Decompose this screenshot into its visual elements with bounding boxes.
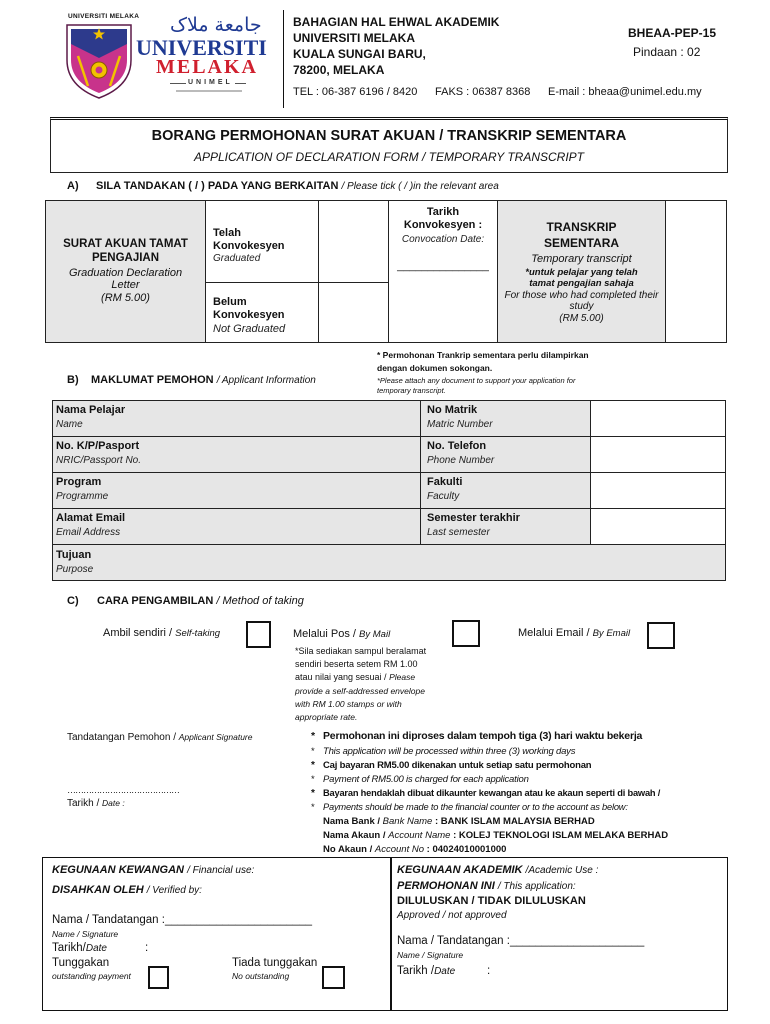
- not-graduated-label-en: Not Graduated: [213, 323, 286, 335]
- telephone: TEL : 06-387 6196 / 8420: [293, 86, 418, 98]
- not-graduated-tick-box[interactable]: [318, 282, 389, 343]
- verified-by-heading: [52, 885, 202, 896]
- self-taking-option: [103, 628, 220, 639]
- mail-note-line-3: [295, 673, 415, 682]
- logo-tagline: [176, 90, 242, 92]
- section-c-heading-ms: CARA PENGAMBILAN: [97, 595, 214, 607]
- account-name-label-en: Account Name: [388, 830, 451, 841]
- mail-note-line-6: appropriate rate.: [295, 712, 358, 722]
- finance-date-colon: :: [145, 942, 149, 954]
- faculty-label-cell: [420, 472, 591, 509]
- matric-number-label-cell: [420, 400, 591, 437]
- approval-options[interactable]: DILULUSKAN / TIDAK DILULUSKAN: [397, 895, 586, 907]
- payment-note: Bayaran hendaklah dibuat dikaunter kewangan atau ke akaun seperti di bawah /: [323, 788, 661, 798]
- mail-note-line-3-en: Please: [389, 672, 416, 682]
- matric-number-field[interactable]: [590, 400, 726, 437]
- mail-note-line-2: sendiri beserta setem RM 1.00: [295, 659, 418, 669]
- applicant-signature-label: [67, 733, 252, 743]
- office-use-divider: [390, 857, 392, 1011]
- graduated-tick-box[interactable]: [318, 200, 389, 283]
- section-c-heading: [97, 596, 304, 607]
- by-email-label-en: By Email: [592, 628, 631, 639]
- by-email-option: [518, 628, 630, 639]
- convocation-date-cell[interactable]: [388, 200, 498, 343]
- finance-use-heading-en: / Financial use:: [187, 865, 255, 876]
- faculty-label-en: Faculty: [427, 491, 460, 502]
- application-heading-en: / This application:: [497, 881, 576, 892]
- section-a-marker: A): [67, 180, 79, 192]
- section-c-heading-en: / Method of taking: [216, 595, 304, 607]
- self-taking-checkbox[interactable]: [246, 621, 271, 648]
- finance-use-heading-ms: KEGUNAAN KEWANGAN: [52, 864, 184, 876]
- verified-by-en: / Verified by:: [146, 885, 202, 896]
- finance-date-label: [52, 943, 107, 955]
- transcript-title-en: Temporary transcript: [531, 253, 632, 266]
- processing-time-note: Permohonan ini diproses dalam tempoh tiga (3) hari waktu bekerja: [323, 730, 643, 742]
- address-line-2: 78200, MELAKA: [293, 63, 385, 77]
- declaration-price: (RM 5.00): [101, 292, 150, 305]
- finance-date-label-en: Date: [85, 943, 107, 954]
- no-outstanding-label: Tiada tunggakan: [232, 957, 318, 969]
- applicant-date-label-en: Date :: [102, 798, 125, 808]
- outstanding-label-en: outstanding payment: [52, 971, 131, 981]
- attachment-note-line-2: dengan dokumen sokongan.: [377, 363, 493, 373]
- last-semester-label-cell: [420, 508, 591, 545]
- student-name-label-en: Name: [56, 419, 83, 430]
- declaration-letter-cell: [45, 200, 206, 343]
- outstanding-label: Tunggakan: [52, 957, 110, 969]
- last-semester-field[interactable]: [590, 508, 726, 545]
- university-crest-icon: [64, 22, 134, 100]
- convocation-date-label-en: Convocation Date:: [401, 234, 485, 245]
- by-mail-label: Melalui Pos /: [293, 628, 356, 640]
- attachment-note-line-1: * Permohonan Trankrip sementara perlu dilampirkan: [377, 350, 589, 360]
- logo-abbr-text: UNIMEL: [188, 79, 233, 86]
- academic-name-signature-en: Name / Signature: [397, 950, 464, 960]
- payment-note-en: Payments should be made to the financial counter or to the account as below:: [323, 802, 628, 812]
- finance-name-signature-en: Name / Signature: [52, 929, 119, 939]
- account-name-value: : KOLEJ TEKNOLOGI ISLAM MELAKA BERHAD: [453, 830, 669, 841]
- charge-note: Caj bayaran RM5.00 dikenakan untuk setiap satu permohonan: [323, 760, 592, 771]
- by-mail-label-en: By Mail: [359, 629, 391, 640]
- nric-passport-field[interactable]: [52, 436, 421, 473]
- purpose-field[interactable]: [52, 544, 726, 581]
- by-mail-checkbox[interactable]: [452, 620, 480, 647]
- convocation-date-blank: _______________: [397, 260, 489, 272]
- phone-number-field[interactable]: [590, 436, 726, 473]
- applicant-date-label-ms: Tarikh /: [67, 798, 100, 809]
- account-number-value: : 04024010001000: [426, 844, 507, 855]
- academic-date-label-ms: Tarikh /: [397, 965, 435, 977]
- by-mail-option: [293, 629, 390, 640]
- form-title: BORANG PERMOHONAN SURAT AKUAN / TRANSKRIP SEMENTARA: [151, 128, 627, 144]
- bank-name-value: : BANK ISLAM MALAYSIA BERHAD: [434, 816, 595, 827]
- programme-field[interactable]: [52, 472, 421, 509]
- not-graduated-cell: [205, 282, 319, 343]
- email-address-label-en: Email Address: [56, 527, 121, 538]
- academic-use-heading-en: /Academic Use :: [525, 865, 599, 876]
- programme-label: Program: [56, 476, 102, 488]
- logo-melaka-text: MELAKA: [156, 56, 258, 78]
- academic-date-label: [397, 966, 455, 978]
- no-outstanding-label-en: No outstanding: [232, 971, 290, 981]
- no-outstanding-checkbox[interactable]: [322, 966, 345, 989]
- header-divider: [283, 10, 284, 108]
- form-code: BHEAA-PEP-15: [628, 26, 717, 40]
- section-a-heading-en: / Please tick ( / )in the relevant area: [341, 181, 499, 192]
- graduated-cell: [205, 200, 319, 283]
- section-b-heading: [91, 375, 316, 386]
- address-line-1: KUALA SUNGAI BARU,: [293, 47, 426, 61]
- note-bullet-1: *: [311, 730, 316, 742]
- declaration-title-en: Graduation Declaration Letter: [68, 266, 183, 292]
- processing-time-note-en: This application will be processed within three (3) working days: [323, 746, 576, 757]
- outstanding-checkbox[interactable]: [148, 966, 169, 989]
- attachment-note-en-line-2: temporary transcript.: [377, 386, 446, 395]
- fax: FAKS : 06387 8368: [435, 86, 531, 98]
- transcript-tick-box[interactable]: [665, 200, 727, 343]
- phone-number-label-en: Phone Number: [427, 455, 495, 466]
- revision: Pindaan : 02: [633, 45, 701, 59]
- academic-use-heading-ms: KEGUNAAN AKADEMIK: [397, 864, 523, 876]
- application-decision-heading: [397, 881, 576, 892]
- account-name-line: [323, 831, 668, 841]
- applicant-date-label: [67, 799, 125, 809]
- student-name-field[interactable]: [52, 400, 421, 437]
- email-address-field[interactable]: [52, 508, 421, 545]
- last-semester-label: Semester terakhir: [427, 512, 520, 524]
- academic-use-heading: [397, 865, 598, 876]
- form-subtitle: APPLICATION OF DECLARATION FORM / TEMPORARY TRANSCRIPT: [193, 150, 585, 164]
- account-number-line: [323, 845, 506, 855]
- mail-note-line-3-ms: atau nilai yang sesuai /: [295, 672, 387, 682]
- section-b-heading-en: / Applicant Information: [216, 375, 316, 386]
- convocation-date-label: Tarikh Konvokesyen :: [403, 206, 483, 232]
- account-name-label: Nama Akaun /: [323, 830, 386, 841]
- applicant-signature-line[interactable]: ……………………………………: [67, 785, 179, 795]
- logo-top-text: UNIVERSITI MELAKA: [68, 13, 140, 20]
- by-email-label: Melalui Email /: [518, 627, 590, 639]
- note-bullet-3: *: [311, 760, 315, 771]
- transcript-price: (RM 5.00): [559, 312, 604, 324]
- student-name-label: Nama Pelajar: [56, 404, 126, 416]
- section-b-marker: B): [67, 374, 79, 386]
- section-a-heading: [96, 181, 499, 192]
- last-semester-label-en: Last semester: [427, 527, 490, 538]
- mail-note-line-4: provide a self-addressed envelope: [295, 686, 425, 696]
- declaration-title: SURAT AKUAN TAMAT PENGAJIAN: [63, 238, 188, 264]
- self-taking-label: Ambil sendiri /: [103, 627, 173, 639]
- department-name: BAHAGIAN HAL EHWAL AKADEMIK: [293, 15, 500, 29]
- bank-name-line: [323, 817, 595, 827]
- account-number-label-en: Account No: [374, 844, 425, 855]
- university-name: UNIVERSITI MELAKA: [293, 31, 416, 45]
- phone-number-label-cell: [420, 436, 591, 473]
- email-address: E-mail : bheaa@unimel.edu.my: [548, 86, 702, 98]
- section-c-marker: C): [67, 595, 79, 607]
- note-bullet-5: *: [311, 788, 315, 799]
- academic-name-signature-line[interactable]: Nama / Tandatangan :_____________________: [397, 935, 645, 947]
- section-a-heading-ms: SILA TANDAKAN ( / ) PADA YANG BERKAITAN: [96, 180, 339, 192]
- purpose-label-en: Purpose: [56, 564, 94, 575]
- application-heading-ms: PERMOHONAN INI: [397, 880, 495, 892]
- charge-note-en: Payment of RM5.00 is charged for each application: [323, 774, 529, 785]
- academic-date-colon: :: [487, 965, 491, 977]
- programme-label-en: Programme: [56, 491, 109, 502]
- academic-date-label-en: Date: [434, 966, 456, 977]
- title-box: [50, 117, 728, 173]
- faculty-label: Fakulti: [427, 476, 463, 488]
- transcript-eligibility-note-en: For those who had completed their study: [504, 289, 659, 313]
- matric-number-label: No Matrik: [427, 404, 478, 416]
- email-address-label: Alamat Email: [56, 512, 126, 524]
- account-number-label: No Akaun /: [323, 844, 373, 855]
- graduated-label: Telah Konvokesyen: [213, 227, 285, 253]
- office-use-box: [42, 857, 728, 1011]
- matric-number-label-en: Matric Number: [427, 419, 493, 430]
- not-graduated-label: Belum Konvokesyen: [213, 296, 285, 322]
- mail-note-line-1: *Sila sediakan sampul beralamat: [295, 646, 427, 656]
- transcript-title: TRANSKRIP SEMENTARA: [543, 220, 620, 250]
- verified-by-ms: DISAHKAN OLEH: [52, 884, 144, 896]
- bank-name-label-en: Bank Name: [382, 816, 433, 827]
- note-bullet-6: *: [311, 802, 315, 813]
- note-bullet-4: *: [311, 774, 315, 785]
- approval-options-en: Approved / not approved: [397, 910, 507, 921]
- nric-passport-label-en: NRIC/Passport No.: [56, 455, 142, 466]
- purpose-label: Tujuan: [56, 549, 92, 561]
- self-taking-label-en: Self-taking: [175, 628, 221, 639]
- phone-number-label: No. Telefon: [427, 440, 487, 452]
- finance-use-heading: [52, 865, 254, 876]
- transcript-eligibility-note: *untuk pelajar yang telah tamat pengajian sahaja: [525, 266, 638, 289]
- graduated-label-en: Graduated: [213, 253, 261, 264]
- logo-arabic-text: جامعة ملاک: [170, 14, 262, 36]
- section-b-heading-ms: MAKLUMAT PEMOHON: [91, 374, 214, 386]
- finance-name-signature-line[interactable]: Nama / Tandatangan :_______________________: [52, 914, 313, 926]
- attachment-note-en-line-1: *Please attach any document to support your application for: [377, 376, 576, 385]
- bank-name-label: Nama Bank /: [323, 816, 381, 827]
- by-email-checkbox[interactable]: [647, 622, 675, 649]
- temporary-transcript-cell: [497, 200, 666, 343]
- applicant-signature-label-en: Applicant Signature: [178, 732, 253, 742]
- logo-university-text: UNIVERSITI: [136, 35, 267, 60]
- nric-passport-label: No. K/P/Pasport: [56, 440, 140, 452]
- mail-note-line-5: with RM 1.00 stamps or with: [295, 699, 402, 709]
- note-bullet-2: *: [311, 746, 315, 757]
- faculty-field[interactable]: [590, 472, 726, 509]
- finance-date-label-ms: Tarikh/: [52, 942, 86, 954]
- applicant-signature-label-ms: Tandatangan Pemohon /: [67, 732, 176, 743]
